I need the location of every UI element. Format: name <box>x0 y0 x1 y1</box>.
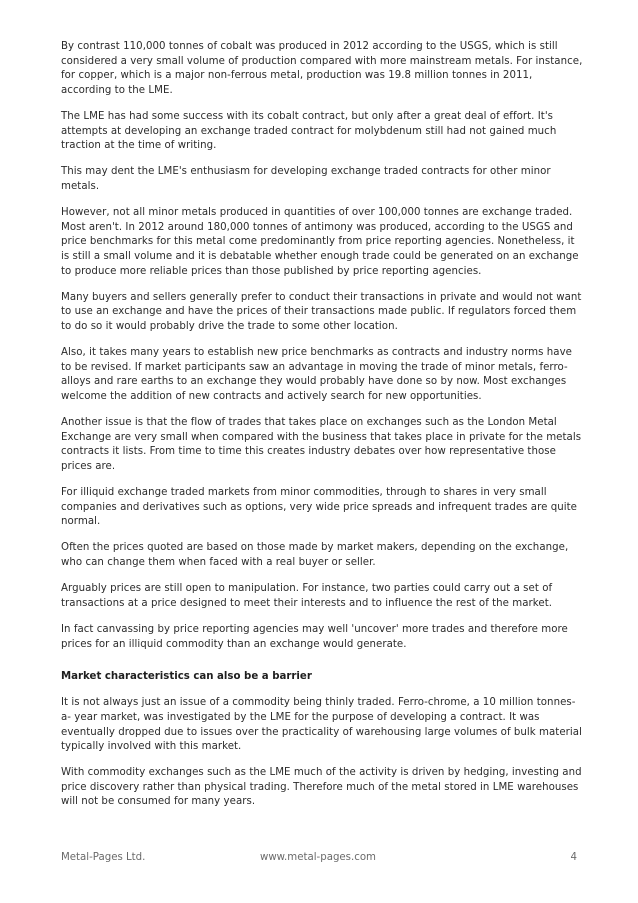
paragraph: Another issue is that the flow of trades that takes place on exchanges such as the London Metal Exchange are very small when compared with the business that takes place in private for the metals contracts it lists. From time to time this creates industry debates over how representative those prices are. <box>61 417 582 472</box>
paragraph: Often the prices quoted are based on those made by market makers, depending on the exchange, who can change them when faced with a real buyer or seller. <box>61 542 569 568</box>
paragraph: Also, it takes many years to establish new price benchmarks as contracts and industry norms have to be revised. If market participants saw an advantage in moving the trade of minor metals, ferro-alloys and rare earths to an exchange they would probably have done so by now. Most exchanges welcome the addition of new contracts and actively search for new opportunities. <box>61 347 572 402</box>
paragraph: However, not all minor metals produced in quantities of over 100,000 tonnes are exchange traded. Most aren't. In 2012 around 180,000 tonnes of antimony was produced, according to the USGS and price benchmarks for this metal come predominantly from price reporting agencies. Nonetheless, it is still a small volume and it is debatable whether enough trade could be generated on an exchange to produce more reliable prices than those published by price reporting agencies. <box>61 207 579 277</box>
paragraph: It is not always just an issue of a commodity being thinly traded. Ferro-chrome, a 10 million tonnes-a- year market, was investigated by the LME for the purpose of developing a contract. It was eventually dropped due to issues over the practicality of warehousing large volumes of bulk material typically involved with this market. <box>61 697 582 753</box>
footer-page-number: 4 <box>570 852 577 863</box>
paragraph: This may dent the LME's enthusiasm for developing exchange traded contracts for other minor metals. <box>61 166 551 192</box>
paragraph: Arguably prices are still open to manipulation. For instance, two parties could carry out a set of transactions at a price designed to meet their interests and to influence the rest of the market. <box>61 583 553 609</box>
paragraph: The LME has had some success with its cobalt contract, but only after a great deal of effort. It's attempts at developing an exchange traded contract for molybdenum still had not gained much traction at the time of writing. <box>61 110 557 152</box>
paragraph: In fact canvassing by price reporting agencies may well 'uncover' more trades and therefore more prices for an illiquid commodity than an exchange would generate. <box>61 623 568 650</box>
paragraph: With commodity exchanges such as the LME much of the activity is driven by hedging, investing and price discovery rather than physical trading. Therefore much of the metal stored in LME warehouses will not be consumed for many years. <box>61 767 582 808</box>
section-heading: Market characteristics can also be a barrier <box>61 671 312 683</box>
footer-company: Metal-Pages Ltd. <box>61 852 146 863</box>
footer-website: www.metal-pages.com <box>260 852 376 863</box>
paragraph: By contrast 110,000 tonnes of cobalt was produced in 2012 according to the USGS, which is still considered a very small volume of production compared with more mainstream metals. For instance, for copper, which is a major non-ferrous metal, production was 19.8 million tonnes in 2011, according to the LME. <box>61 41 583 96</box>
page-footer <box>61 852 583 866</box>
document-body <box>61 40 583 822</box>
paragraph: Many buyers and sellers generally prefer to conduct their transactions in private and would not want to use an exchange and have the prices of their transactions made public. If regulators forced them to do so it would probably drive the trade to some other location. <box>61 291 582 332</box>
paragraph: For illiquid exchange traded markets from minor commodities, through to shares in very small companies and derivatives such as options, very wide price spreads and infrequent trades are quite normal. <box>61 487 577 528</box>
